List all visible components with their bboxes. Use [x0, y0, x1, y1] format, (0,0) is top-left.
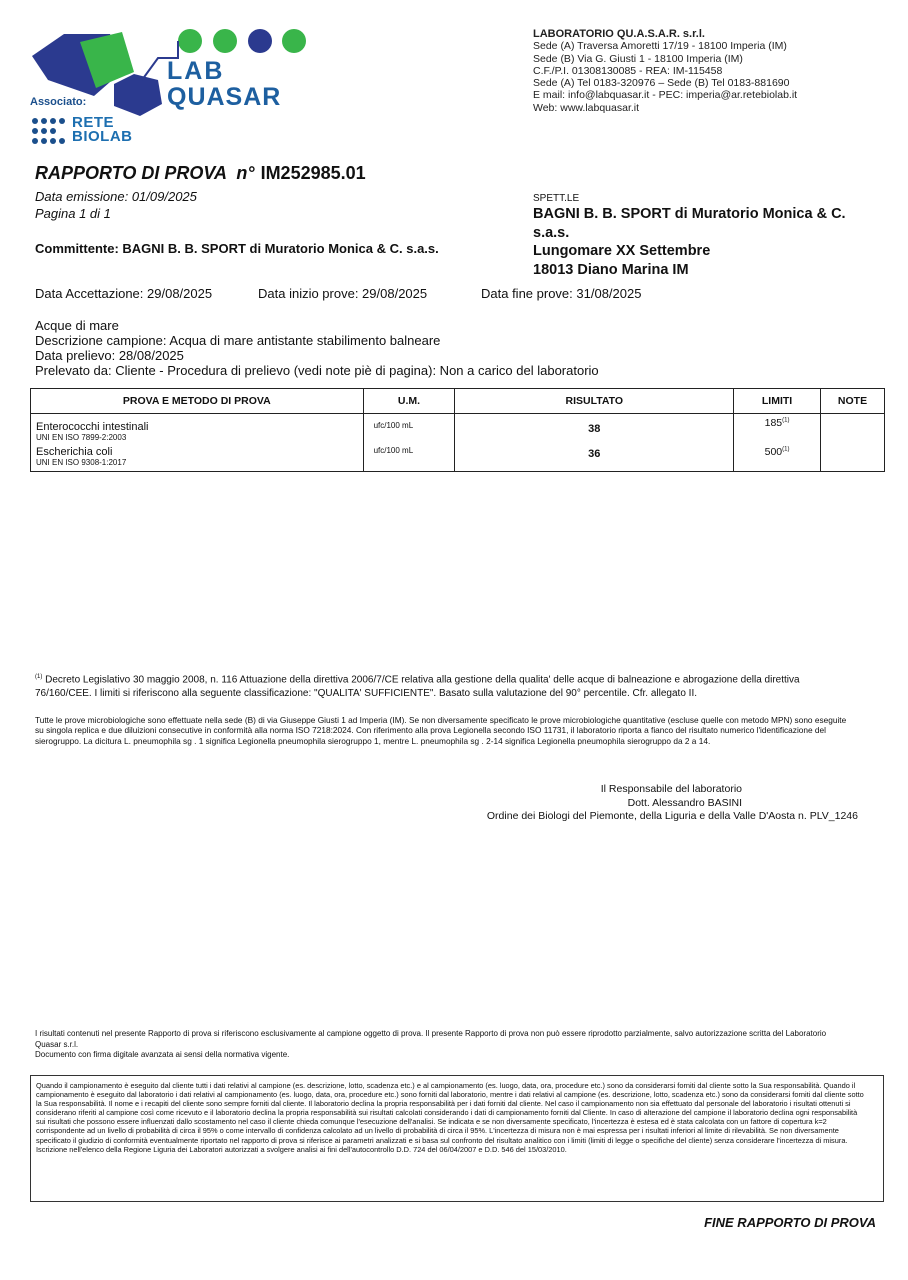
- footnote-2: Tutte le prove microbiologiche sono effettuate nella sede (B) di via Giuseppe Giusti 1 ad Imperia (IM). Se non diversamente specificato le prove microbiologiche quantitative (escluse quelle con metodo MPN) sono eseguite su singola replica e due diluizioni consecutive in conformità alla norma ISO 7218:2024. Con riferimento alla prova Legionella secondo ISO 11731, il laboratorio riporta a fianco del risultato numerico l'identificazione del sierogruppo. La dicitura L. pneumophila sg . 1 significa Legionella pneumophila sierogruppo 1, mentre L. pneumophila sg . 2-14 significa Legionella pneumophila sierogruppo da 2 a 14.: [35, 715, 847, 746]
- results-table: [30, 388, 885, 472]
- limit-cell: [734, 414, 821, 445]
- digital-signature-note: Documento con firma digitale avanzata ai sensi della normativa vigente.: [35, 1050, 290, 1059]
- recipient-street: Lungomare XX Settembre: [533, 243, 711, 259]
- signature-role: [520, 782, 742, 810]
- lab-info-line: Web: www.labquasar.it: [533, 101, 640, 114]
- unit-cell: ufc/100 mL: [363, 444, 455, 472]
- rete-biolab-logo: [72, 116, 133, 144]
- sample-info: [35, 318, 599, 378]
- result-cell: 36: [455, 444, 734, 472]
- sampling-date: Data prelievo: 28/08/2025: [35, 348, 184, 363]
- limit-footnote-ref: (1): [782, 446, 790, 453]
- end-of-report: FINE RAPPORTO DI PROVA: [704, 1215, 876, 1230]
- logo-navy-pentagon: [114, 74, 162, 116]
- recipient-name: BAGNI B. B. SPORT di Muratorio Monica & C.: [533, 206, 846, 222]
- lab-info-block: [533, 28, 797, 114]
- limit-value: 185: [764, 417, 783, 429]
- associato-label: Associato:: [30, 96, 87, 108]
- table-header-row: [31, 389, 885, 414]
- lab-info-line: E mail: info@labquasar.it - PEC: imperia@ar.retebiolab.it: [533, 89, 798, 102]
- logo-dot-green-3: [282, 29, 306, 53]
- recipient-city: 18013 Diano Marina IM: [533, 261, 689, 278]
- col-header-prova: PROVA E METODO DI PROVA: [31, 389, 364, 414]
- committente: Committente: BAGNI B. B. SPORT di Muratorio Monica & C. s.a.s.: [35, 241, 439, 256]
- lab-info-line: Sede (A) Traversa Amoretti 17/19 - 18100 Imperia (IM): [533, 40, 787, 53]
- signature-order: Ordine dei Biologi del Piemonte, della Liguria e della Valle D'Aosta n. PLV_1246: [486, 810, 858, 822]
- logo-dot-green-2: [213, 29, 237, 53]
- biolab-word: BIOLAB: [72, 128, 133, 145]
- logo-quasar-word: QUASAR: [167, 83, 282, 111]
- col-header-limiti: LIMITI: [734, 389, 821, 414]
- logo-dot-green-1: [178, 29, 202, 53]
- sampling-notes-text: Quando il campionamento è eseguito dal cliente tutti i dati relativi al campione (es. descrizione, lotto, scadenza etc.) e al campionamento (es. luogo, data, ora, procedure etc.) sono da considerarsi forniti dal cliente sotto la Sua responsabilità. Quando il campionamento è eseguito dal laboratorio i dati relativi al campionamento (es. luogo, data, ora, procedure etc.) sono forniti dal laboratorio, mentre i dati relativi al campione (es. descrizione, lotto, scadenza etc.) sono da considerarsi forniti dal cliente sotto la Sua responsabilità. Il nome e i recapiti del cliente sono sempre forniti dal cliente. Il laboratorio declina la propria responsabilità per i dati forniti dal cliente. Nel caso il campionamento non sia effettuato dal personale del laboratorio i risultati ottenuti si considerano riferiti al campione così come ricevuto e il laboratorio declina la propria responsabilità sui risultati calcolati considerando i dati di campionamento forniti dal Cliente. In caso di alterazione del campione il laboratorio declina ogni responsabilità sui risultati che possono essere influenzati dallo scostamento nel caso il cliente chieda comunque l'esecuzione dell'analisi. Se indicata e se non diversamente specificato, l'incertezza è estesa ed è stata calcolata con un fattore di copertura k=2 corrispondente ad un livello di probabilità di circa il 95% o come intervallo di confidenza calcolato ad un livello di probabilità di circa il 95%. L'incertezza di misura non è mai espressa per i risultati inferiori al limite di rilevabilità. Se non diversamente specificato il giudizio di conformità eventualmente riportato nel rapporto di prova si riferisce ai parametri analizzati e si basa sul confronto del risultato analitico con i limiti (limiti di legge o specifiche del cliente) senza considerare l'incertezza di misura. Iscrizione nell'elenco della Regione Liguria dei Laboratori autorizzati a svolgere analisi ai fini dell'autocontrollo D.D. 724 del 06/04/2007 e D.D. 546 del 15/03/2010.: [36, 1081, 864, 1154]
- result-cell: 38: [455, 414, 734, 445]
- footnote-marker: (1): [35, 674, 43, 680]
- disclaimer-text: I risultati contenuti nel presente Rapporto di prova si riferiscono esclusivamente al campione oggetto di prova. Il presente Rapporto di prova non può essere riprodotto parzialmente, salvo autorizzazione scritta del Laboratorio Quasar s.r.l.: [35, 1029, 827, 1049]
- table-row: [31, 444, 885, 472]
- acceptance-date: Data Accettazione: 29/08/2025: [35, 286, 213, 301]
- note-cell: [821, 414, 885, 445]
- sample-matrix: Acque di mare: [35, 318, 119, 333]
- col-header-um: U.M.: [363, 389, 455, 414]
- lab-name: LABORATORIO QU.A.S.A.R. s.r.l.: [533, 28, 705, 40]
- report-title-label: RAPPORTO DI PROVA n°: [35, 163, 255, 183]
- test-name: Enterococchi intestinali: [36, 421, 149, 433]
- lab-info-line: C.F./P.I. 01308130085 - REA: IM-115458: [533, 64, 723, 77]
- note-cell: [821, 444, 885, 472]
- test-method: UNI EN ISO 7899-2:2003: [36, 433, 127, 442]
- recipient-name-cont: s.a.s.: [533, 224, 570, 241]
- rete-biolab-icon: [30, 117, 70, 150]
- footnote-1: [35, 670, 855, 701]
- test-end-date: Data fine prove: 31/08/2025: [481, 286, 642, 301]
- lab-info-line: Sede (A) Tel 0183-320976 – Sede (B) Tel 0183-881690: [533, 77, 790, 90]
- lab-info-line: Sede (B) Via G. Giusti 1 - 18100 Imperia (IM): [533, 52, 743, 65]
- table-row: [31, 414, 885, 445]
- logo-lab-word: LAB: [167, 57, 225, 85]
- sample-description: Descrizione campione: Acqua di mare antistante stabilimento balneare: [35, 333, 441, 348]
- footnote-1-text: Decreto Legislativo 30 maggio 2008, n. 116 Attuazione della direttiva 2006/7/CE relativa alla gestione della qualita' delle acque di balneazione e abrogazione della direttiva 76/160/CEE. I limiti si riferiscono alla seguente classificazione: "QUALITA' SUFFICIENTE". Basato sulla valutazione del 90° percentile. Cfr. allegato II.: [35, 674, 800, 700]
- test-name: Escherichia coli: [36, 446, 113, 458]
- logo-dot-navy: [248, 29, 272, 53]
- disclaimer: [35, 1029, 850, 1061]
- signature-role-text: Il Responsabile del laboratorio: [600, 783, 742, 795]
- page-number: Pagina 1 di 1: [35, 206, 111, 221]
- test-start-date: Data inizio prove: 29/08/2025: [258, 286, 428, 301]
- spett-label: SPETT.LE: [533, 193, 580, 204]
- sampled-by: Prelevato da: Cliente - Procedura di prelievo (vedi note piè di pagina): Non a carico del laboratorio: [35, 363, 599, 378]
- report-title: [35, 163, 366, 184]
- test-method: UNI EN ISO 9308-1:2017: [36, 458, 127, 467]
- rete-word: RETE: [72, 114, 115, 131]
- col-header-risultato: RISULTATO: [455, 389, 734, 414]
- recipient-address: [533, 205, 873, 279]
- signature-name: Dott. Alessandro BASINI: [627, 797, 742, 809]
- unit-cell: ufc/100 mL: [363, 414, 455, 445]
- limit-value: 500: [764, 446, 783, 458]
- limit-footnote-ref: (1): [782, 417, 790, 424]
- report-number: IM252985.01: [260, 163, 366, 183]
- limit-cell: [734, 444, 821, 472]
- issue-date: Data emissione: 01/09/2025: [35, 189, 197, 204]
- col-header-note: NOTE: [821, 389, 885, 414]
